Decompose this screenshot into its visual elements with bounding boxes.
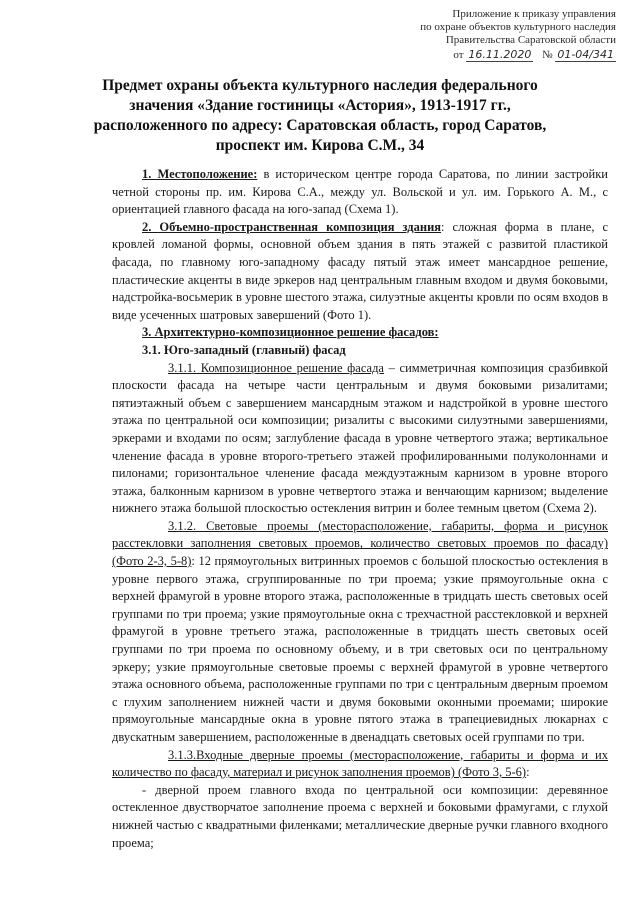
section-3-1-2-paragraph <box>112 518 608 747</box>
annex-number-value: 01-04/341 <box>557 48 614 61</box>
section-3-1-1-paragraph <box>112 360 608 518</box>
section-3-1-2-text: : 12 прямоугольных витринных проемов с большой плоскостью остекления в уровне первого этажа, сгруппированные по три проема; узкие прямоугольные окна с верхней фрамугой в уровне второго этажа, расположенные в тридцать шесть световых осей группами по три проема; узкие прямоугольные окна с трехчастной расстекловкой и верхней фрамугой в уровне третьего этажа, расположенные в тридцать шесть световых осей группами по три проема по основному объему, и в три световых оси по центральному эркеру; узкие прямоугольные световые проемы с верхней фрамугой в уровне четвертого этажа основного объема, расположенные группами по три с центральным дверным проемом с глухим заполнением нижней части и двумя боковыми оконными проемами; широкие прямоугольные мансардные окна в уровне пятого этажа в трапециевидных люкарнах с двускатным завершением, расположенные в двенадцать световых осей группами по три. <box>112 554 608 744</box>
document-body <box>112 166 608 852</box>
annex-line-3: Правительства Саратовской области <box>445 34 616 46</box>
title-line-2: значения «Здание гостиницы «Астория», 1913-1917 гг., <box>129 97 511 114</box>
section-3-1-heading: 3.1. Юго-западный (главный) фасад <box>142 342 346 357</box>
annex-date-line <box>386 48 616 62</box>
annex-line-2: по охране объектов культурного наследия <box>420 21 616 33</box>
section-3-1-1-lead: 3.1.1. Композиционное решение фасада <box>168 360 384 375</box>
section-3-1-2-lead: 3.1.2. Световые проемы (месторасположение, габариты, форма и рисунок расстекловки заполнения световых проемов, количество световых проемов по фасаду) (Фото 2-3, 5-8) <box>112 518 608 569</box>
section-3-1-3-item-1: - дверной проем главного входа по центральной оси композиции: деревянное остекленное двустворчатое заполнение проема с верхней и боковыми фрамугами, с глухой нижней частью с квадратными филенками; металлические дверные ручки главного входного проема; <box>112 782 608 850</box>
section-1-text: в историческом центре города Саратова, по линии застройки четной стороны пр. им. Кирова С.А., между ул. Вольской и ул. им. Горького А. М., с ориентацией главного фасада на юго-запад (Схема 1). <box>112 167 608 217</box>
annex-date-value: 16.11.2020 <box>468 48 532 61</box>
title-line-1: Предмет охраны объекта культурного наследия федерального <box>102 77 538 94</box>
section-3-heading-paragraph <box>112 324 608 342</box>
section-3-heading: 3. Архитектурно-композиционное решение фасадов: <box>142 325 439 340</box>
annex-number-label: № <box>542 49 553 61</box>
document-title <box>90 76 550 156</box>
annex-from-label: от <box>453 49 464 61</box>
section-2-heading: 2. Объемно-пространственная композиция здания <box>142 219 442 234</box>
annex-line-1: Приложение к приказу управления <box>452 8 616 20</box>
section-1-paragraph <box>112 166 608 219</box>
annex-header <box>386 8 616 62</box>
section-3-1-1-text: – симметричная композиция сразбивкой плоскости фасада на четыре части центральным и двумя боковыми ризалитами; пятиэтажный объем с завершением мансардным этажом и надстройкой в уровне шестого этажа по центральной оси композиции; ризалиты с высокими силуэтными завершениями, эркерами и входами по осям; заглубление фасада в уровне четвертого этажа; вертикальное членение фасада в уровне второго-третьего этажей профилированными полуколоннами и пилонами; горизонтальное членение фасада междуэтажным карнизом в уровне второго этажа, балконным карнизом в уровне четвертого этажа и венчающим карнизом; выделение нижнего этажа большой плоскостью остекления витрин и более темным цветом (Схема 2). <box>112 360 608 516</box>
section-3-1-3-text: : <box>526 765 530 780</box>
title-line-3: расположенного по адресу: Саратовская область, город Саратов, <box>93 117 547 134</box>
title-line-4: проспект им. Кирова С.М., 34 <box>215 137 425 154</box>
section-3-1-3-paragraph <box>112 747 608 782</box>
section-3-1-3-lead: 3.1.3.Входные дверные проемы (месторасположение, габариты и форма и их количество по фасаду, материал и рисунок заполнения проемов) (Фото 3, 5-6) <box>112 747 608 780</box>
section-3-1-heading-paragraph <box>112 342 608 360</box>
section-2-paragraph <box>112 219 608 325</box>
section-2-text: : сложная форма в плане, с кровлей ломаной формы, основной объем здания в пять этажей с развитой пластикой фасада, по главному юго-западному фасаду пятый этаж имеет мансардное решение, пластические акценты в виде эркеров над центральным главным входом и двумя боковыми, надстройка-восьмерик в уровне шестого этажа, силуэтные акценты кровли по осям входов в виде усеченных шатровых завершений (Фото 1). <box>112 219 608 322</box>
section-1-heading: 1. Местоположение: <box>142 167 258 181</box>
